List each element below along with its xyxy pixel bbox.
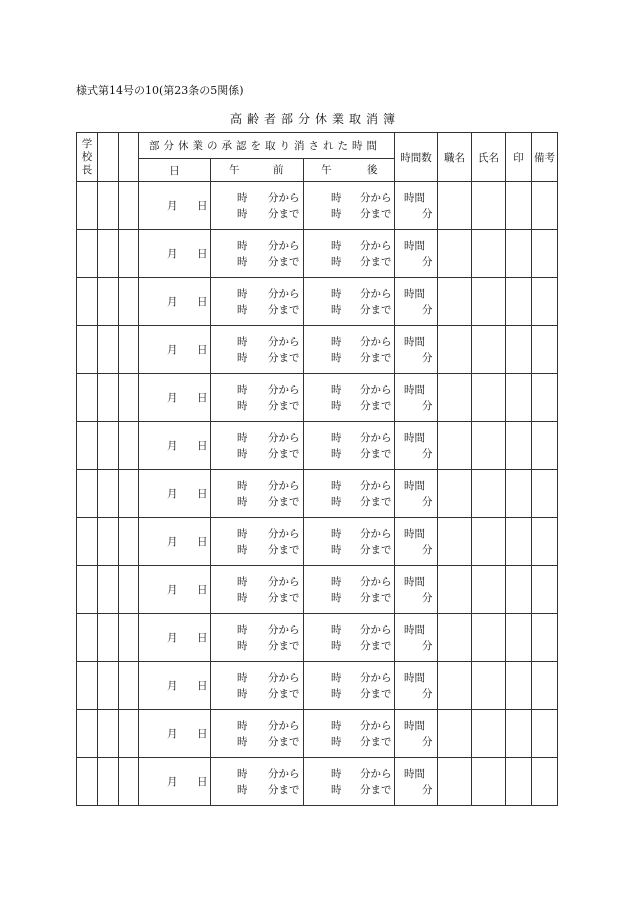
- principal-cell[interactable]: [77, 182, 98, 230]
- principal-cell[interactable]: [77, 278, 98, 326]
- position-cell[interactable]: [438, 422, 472, 470]
- position-cell[interactable]: [438, 470, 472, 518]
- position-cell[interactable]: [438, 182, 472, 230]
- date-cell[interactable]: 月 日: [139, 374, 211, 422]
- am-time-cell[interactable]: 時 分から 時 分まで: [211, 182, 304, 230]
- seal-cell[interactable]: [506, 422, 532, 470]
- am-time-cell[interactable]: 時 分から 時 分まで: [211, 278, 304, 326]
- position-cell[interactable]: [438, 710, 472, 758]
- remarks-cell[interactable]: [532, 710, 558, 758]
- blank-cell-2[interactable]: [98, 470, 119, 518]
- position-cell[interactable]: [438, 230, 472, 278]
- blank-cell-2[interactable]: [98, 566, 119, 614]
- blank-cell-2[interactable]: [98, 422, 119, 470]
- date-cell[interactable]: 月 日: [139, 470, 211, 518]
- pm-time-cell[interactable]: 時 分から 時 分まで: [304, 566, 395, 614]
- table-row: [77, 614, 558, 662]
- am-time-cell[interactable]: 時 分から 時 分まで: [211, 518, 304, 566]
- date-cell[interactable]: 月 日: [139, 182, 211, 230]
- header-row-1: [77, 133, 558, 159]
- am-time-cell[interactable]: 時 分から 時 分まで: [211, 614, 304, 662]
- blank-cell-3[interactable]: [119, 278, 139, 326]
- pm-header: 午 後: [304, 159, 395, 182]
- date-cell[interactable]: 月 日: [139, 566, 211, 614]
- principal-cell[interactable]: [77, 230, 98, 278]
- date-cell[interactable]: 月 日: [139, 326, 211, 374]
- pm-time-cell[interactable]: 時 分から 時 分まで: [304, 230, 395, 278]
- name-cell[interactable]: [472, 374, 506, 422]
- blank-cell-3[interactable]: [119, 662, 139, 710]
- pm-time-cell[interactable]: 時 分から 時 分まで: [304, 518, 395, 566]
- pm-time-cell[interactable]: 時 分から 時 分まで: [304, 326, 395, 374]
- pm-time-cell[interactable]: 時 分から 時 分まで: [304, 614, 395, 662]
- table-row: [77, 710, 558, 758]
- remarks-cell[interactable]: [532, 470, 558, 518]
- table-row: [77, 182, 558, 230]
- hours-cell[interactable]: 時間 分: [395, 422, 438, 470]
- blank-cell-3[interactable]: [119, 758, 139, 806]
- table-row: [77, 374, 558, 422]
- remarks-cell[interactable]: [532, 662, 558, 710]
- pm-time-cell[interactable]: 時 分から 時 分まで: [304, 182, 395, 230]
- table-row: [77, 758, 558, 806]
- seal-cell[interactable]: [506, 614, 532, 662]
- blank-cell-2[interactable]: [98, 758, 119, 806]
- seal-cell[interactable]: [506, 278, 532, 326]
- pm-time-cell[interactable]: 時 分から 時 分まで: [304, 422, 395, 470]
- date-cell[interactable]: 月 日: [139, 278, 211, 326]
- position-cell[interactable]: [438, 758, 472, 806]
- seal-cell[interactable]: [506, 758, 532, 806]
- hours-cell[interactable]: 時間 分: [395, 710, 438, 758]
- blank-cell-3[interactable]: [119, 470, 139, 518]
- name-cell[interactable]: [472, 470, 506, 518]
- hours-cell[interactable]: 時間 分: [395, 566, 438, 614]
- remarks-cell[interactable]: [532, 614, 558, 662]
- principal-cell[interactable]: [77, 518, 98, 566]
- hours-cell[interactable]: 時間 分: [395, 374, 438, 422]
- hours-cell[interactable]: 時間 分: [395, 182, 438, 230]
- seal-cell[interactable]: [506, 518, 532, 566]
- principal-cell[interactable]: [77, 710, 98, 758]
- date-cell[interactable]: 月 日: [139, 662, 211, 710]
- name-cell[interactable]: [472, 518, 506, 566]
- pm-time-cell[interactable]: 時 分から 時 分まで: [304, 278, 395, 326]
- position-cell[interactable]: [438, 374, 472, 422]
- seal-cell[interactable]: [506, 230, 532, 278]
- blank-cell-2[interactable]: [98, 662, 119, 710]
- remarks-cell[interactable]: [532, 422, 558, 470]
- remarks-cell[interactable]: [532, 182, 558, 230]
- seal-cell[interactable]: [506, 710, 532, 758]
- table-row: [77, 278, 558, 326]
- hours-cell[interactable]: 時間 分: [395, 662, 438, 710]
- blank-cell-2[interactable]: [98, 614, 119, 662]
- seal-cell[interactable]: [506, 566, 532, 614]
- name-header: 氏名: [472, 133, 506, 182]
- name-cell[interactable]: [472, 326, 506, 374]
- hours-cell[interactable]: 時間 分: [395, 614, 438, 662]
- name-cell[interactable]: [472, 182, 506, 230]
- am-time-cell[interactable]: 時 分から 時 分まで: [211, 566, 304, 614]
- seal-cell[interactable]: [506, 374, 532, 422]
- blank-cell-2[interactable]: [98, 278, 119, 326]
- seal-cell[interactable]: [506, 326, 532, 374]
- blank-cell-3[interactable]: [119, 230, 139, 278]
- am-time-cell[interactable]: 時 分から 時 分まで: [211, 326, 304, 374]
- table-row: [77, 566, 558, 614]
- principal-cell[interactable]: [77, 422, 98, 470]
- principal-header: 学 校 長: [77, 133, 98, 182]
- blank-cell-3[interactable]: [119, 326, 139, 374]
- approval-cancelled-header: 部分休業の承認を取り消された時間: [139, 133, 395, 159]
- blank-cell-3[interactable]: [119, 710, 139, 758]
- blank-cell-3[interactable]: [119, 374, 139, 422]
- am-time-cell[interactable]: 時 分から 時 分まで: [211, 230, 304, 278]
- principal-cell[interactable]: [77, 374, 98, 422]
- hours-cell[interactable]: 時間 分: [395, 470, 438, 518]
- am-time-cell[interactable]: 時 分から 時 分まで: [211, 422, 304, 470]
- position-cell[interactable]: [438, 518, 472, 566]
- table-row: [77, 518, 558, 566]
- remarks-cell[interactable]: [532, 758, 558, 806]
- name-cell[interactable]: [472, 614, 506, 662]
- name-cell[interactable]: [472, 422, 506, 470]
- hours-cell[interactable]: 時間 分: [395, 278, 438, 326]
- principal-cell[interactable]: [77, 566, 98, 614]
- name-cell[interactable]: [472, 758, 506, 806]
- table-row: [77, 326, 558, 374]
- blank-header-col-2: [98, 133, 119, 182]
- position-cell[interactable]: [438, 614, 472, 662]
- hours-cell[interactable]: 時間 分: [395, 230, 438, 278]
- pm-time-cell[interactable]: 時 分から 時 分まで: [304, 662, 395, 710]
- am-time-cell[interactable]: 時 分から 時 分まで: [211, 662, 304, 710]
- name-cell[interactable]: [472, 710, 506, 758]
- hours-cell[interactable]: 時間 分: [395, 758, 438, 806]
- am-time-cell[interactable]: 時 分から 時 分まで: [211, 710, 304, 758]
- blank-cell-3[interactable]: [119, 518, 139, 566]
- blank-cell-2[interactable]: [98, 182, 119, 230]
- name-cell[interactable]: [472, 662, 506, 710]
- position-cell[interactable]: [438, 278, 472, 326]
- name-cell[interactable]: [472, 566, 506, 614]
- principal-cell[interactable]: [77, 326, 98, 374]
- am-time-cell[interactable]: 時 分から 時 分まで: [211, 470, 304, 518]
- pm-time-cell[interactable]: 時 分から 時 分まで: [304, 470, 395, 518]
- remarks-cell[interactable]: [532, 326, 558, 374]
- name-cell[interactable]: [472, 278, 506, 326]
- page-title: 高齢者部分休業取消簿: [229, 112, 400, 126]
- blank-cell-2[interactable]: [98, 518, 119, 566]
- date-cell[interactable]: 月 日: [139, 518, 211, 566]
- date-cell[interactable]: 月 日: [139, 230, 211, 278]
- position-cell[interactable]: [438, 326, 472, 374]
- remarks-header: 備考: [532, 133, 558, 182]
- position-cell[interactable]: [438, 662, 472, 710]
- cancellation-table: [76, 132, 558, 806]
- blank-cell-2[interactable]: [98, 710, 119, 758]
- blank-cell-3[interactable]: [119, 566, 139, 614]
- table-row: [77, 662, 558, 710]
- table-row: [77, 230, 558, 278]
- seal-header: 印: [506, 133, 532, 182]
- am-header: 午 前: [211, 159, 304, 182]
- blank-cell-3[interactable]: [119, 422, 139, 470]
- blank-cell-2[interactable]: [98, 230, 119, 278]
- date-cell[interactable]: 月 日: [139, 710, 211, 758]
- position-cell[interactable]: [438, 566, 472, 614]
- remarks-cell[interactable]: [532, 278, 558, 326]
- principal-cell[interactable]: [77, 470, 98, 518]
- principal-cell[interactable]: [77, 758, 98, 806]
- hours-cell[interactable]: 時間 分: [395, 518, 438, 566]
- date-cell[interactable]: 月 日: [139, 422, 211, 470]
- remarks-cell[interactable]: [532, 518, 558, 566]
- form-reference: 様式第14号の10(第23条の5関係): [76, 84, 244, 97]
- am-time-cell[interactable]: 時 分から 時 分まで: [211, 374, 304, 422]
- hours-cell[interactable]: 時間 分: [395, 326, 438, 374]
- date-cell[interactable]: 月 日: [139, 614, 211, 662]
- pm-time-cell[interactable]: 時 分から 時 分まで: [304, 758, 395, 806]
- seal-cell[interactable]: [506, 182, 532, 230]
- blank-cell-3[interactable]: [119, 614, 139, 662]
- blank-cell-2[interactable]: [98, 326, 119, 374]
- pm-time-cell[interactable]: 時 分から 時 分まで: [304, 374, 395, 422]
- remarks-cell[interactable]: [532, 374, 558, 422]
- day-header: 日: [139, 159, 211, 182]
- principal-cell[interactable]: [77, 614, 98, 662]
- table-row: [77, 422, 558, 470]
- seal-cell[interactable]: [506, 470, 532, 518]
- pm-time-cell[interactable]: 時 分から 時 分まで: [304, 710, 395, 758]
- principal-cell[interactable]: [77, 662, 98, 710]
- remarks-cell[interactable]: [532, 566, 558, 614]
- am-time-cell[interactable]: 時 分から 時 分まで: [211, 758, 304, 806]
- remarks-cell[interactable]: [532, 230, 558, 278]
- hours-header: 時間数: [395, 133, 438, 182]
- table-row: [77, 470, 558, 518]
- position-header: 職名: [438, 133, 472, 182]
- date-cell[interactable]: 月 日: [139, 758, 211, 806]
- blank-cell-3[interactable]: [119, 182, 139, 230]
- seal-cell[interactable]: [506, 662, 532, 710]
- name-cell[interactable]: [472, 230, 506, 278]
- blank-header-col-3: [119, 133, 139, 182]
- blank-cell-2[interactable]: [98, 374, 119, 422]
